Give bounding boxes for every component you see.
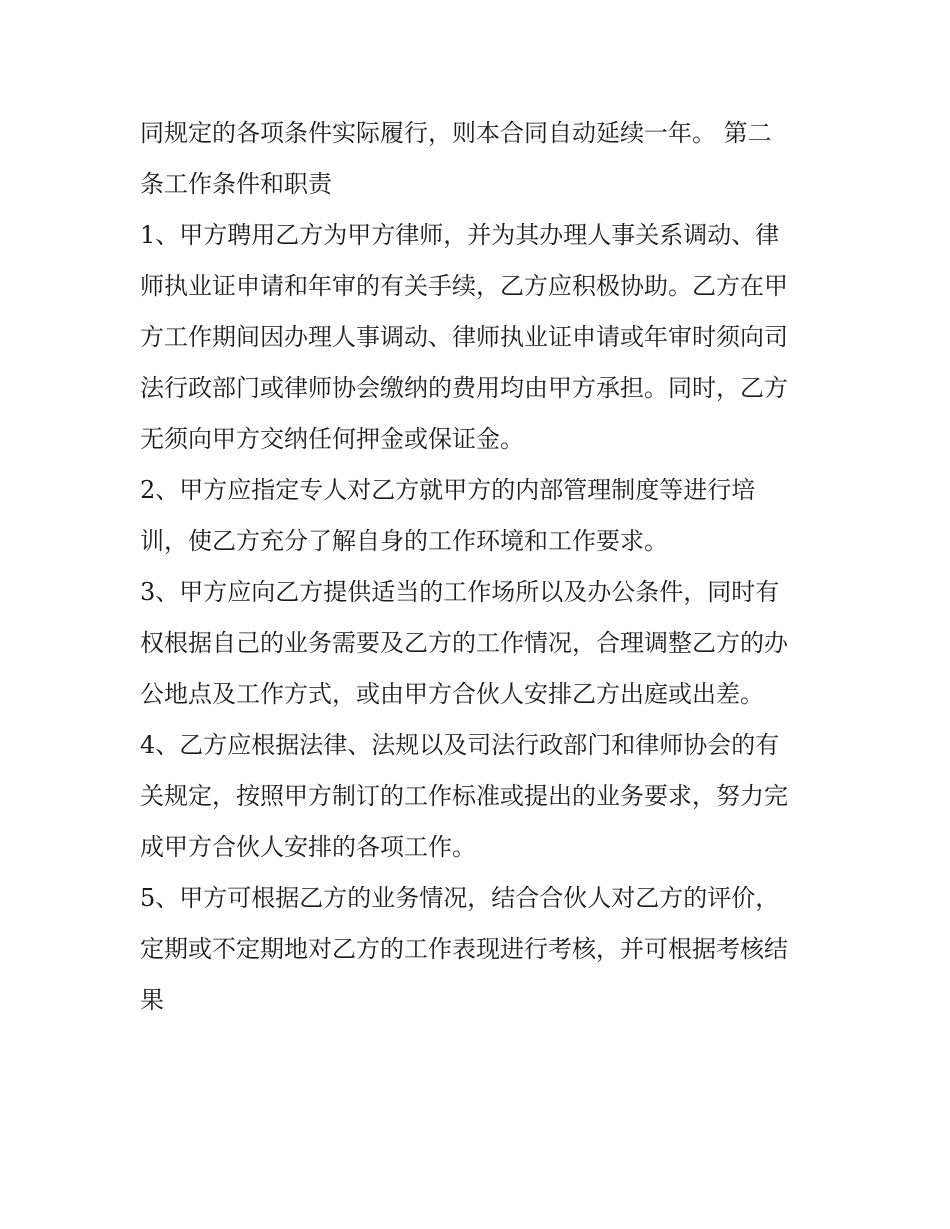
text-line-item-1: 1、甲方聘用乙方为甲方律师，并为其办理人事关系调动、律 (140, 221, 780, 249)
text-line-item-5: 果 (140, 986, 164, 1014)
text-line-item-3: 权根据自己的业务需要及乙方的工作情况，合理调整乙方的办 (140, 629, 788, 657)
text-line-item-2: 训，使乙方充分了解自身的工作环境和工作要求。 (140, 527, 668, 555)
text-line-item-2: 2、甲方应指定专人对乙方就甲方的内部管理制度等进行培 (140, 476, 756, 504)
text-line-item-1: 无须向甲方交纳任何押金或保证金。 (140, 425, 524, 453)
text-line-item-3: 公地点及工作方式，或由甲方合伙人安排乙方出庭或出差。 (140, 680, 764, 708)
text-line-item-4: 成甲方合伙人安排的各项工作。 (140, 833, 476, 861)
text-line-item-1: 法行政部门或律师协会缴纳的费用均由甲方承担。同时，乙方 (140, 374, 788, 402)
text-line-item-5: 定期或不定期地对乙方的工作表现进行考核，并可根据考核结 (140, 935, 788, 963)
text-line-item-3: 3、甲方应向乙方提供适当的工作场所以及办公条件，同时有 (140, 578, 780, 606)
text-line-item-4: 关规定，按照甲方制订的工作标准或提出的业务要求，努力完 (140, 782, 788, 810)
document-body (140, 108, 820, 1026)
text-line-continued-clause: 同规定的各项条件实际履行，则本合同自动延续一年。 第二 (140, 119, 772, 147)
text-line-item-4: 4、乙方应根据法律、法规以及司法行政部门和律师协会的有 (140, 731, 780, 759)
text-line-article-heading: 条工作条件和职责 (140, 170, 332, 198)
text-line-item-1: 方工作期间因办理人事调动、律师执业证申请或年审时须向司 (140, 323, 788, 351)
text-line-item-5: 5、甲方可根据乙方的业务情况，结合合伙人对乙方的评价， (140, 884, 780, 912)
text-line-item-1: 师执业证申请和年审的有关手续，乙方应积极协助。乙方在甲 (140, 272, 788, 300)
